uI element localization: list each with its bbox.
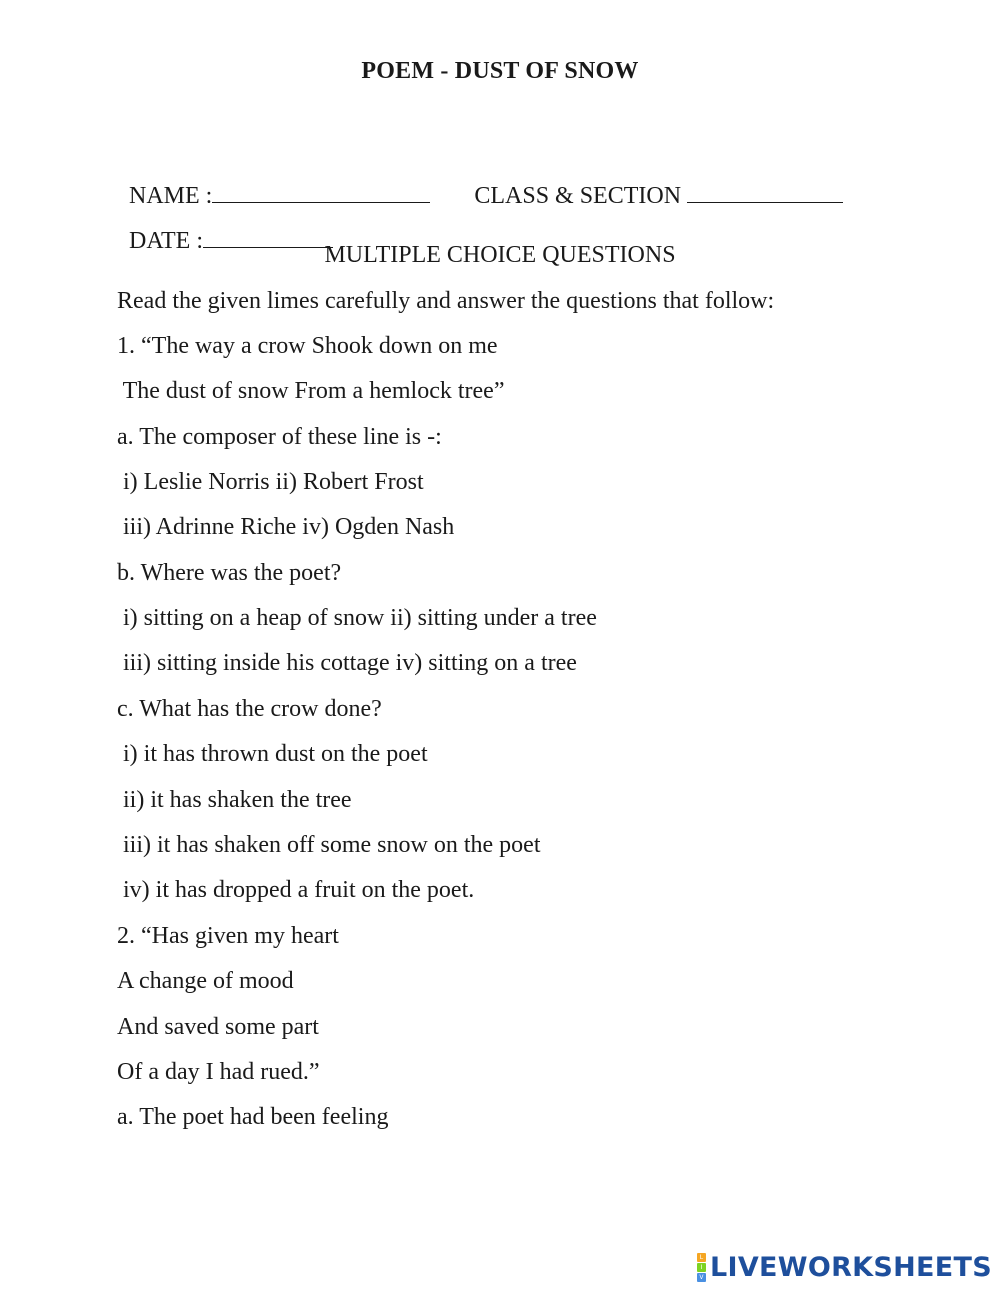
date-label: DATE : bbox=[129, 228, 203, 254]
instruction-text: Read the given limes carefully and answer the questions that follow: bbox=[117, 288, 775, 314]
q1b-options-2: iii) sitting inside his cottage iv) sitting on a tree bbox=[117, 650, 577, 676]
q1c-option-3: iii) it has shaken off some snow on the poet bbox=[117, 832, 541, 858]
name-label: NAME : bbox=[129, 183, 213, 209]
class-section-field[interactable] bbox=[687, 180, 843, 203]
section-heading: MULTIPLE CHOICE QUESTIONS bbox=[324, 242, 676, 268]
liveworksheets-logo bbox=[697, 1252, 992, 1283]
q2-quote-line-3: And saved some part bbox=[117, 1014, 319, 1040]
q2-quote-line-2: A change of mood bbox=[117, 968, 294, 994]
q1a-options-1: i) Leslie Norris ii) Robert Frost bbox=[117, 469, 424, 495]
brand-name: LIVEWORKSHEETS bbox=[709, 1252, 992, 1283]
logo-block-l: L bbox=[697, 1253, 706, 1262]
q2a-question: a. The poet had been feeling bbox=[117, 1104, 389, 1130]
q1b-options-1: i) sitting on a heap of snow ii) sitting under a tree bbox=[117, 605, 597, 631]
q1c-question: c. What has the crow done? bbox=[117, 696, 382, 722]
q1a-question: a. The composer of these line is -: bbox=[117, 424, 442, 450]
q1c-option-2: ii) it has shaken the tree bbox=[117, 787, 352, 813]
logo-block-v: V bbox=[697, 1273, 706, 1282]
worksheet-title: POEM - DUST OF SNOW bbox=[361, 58, 639, 84]
q2-quote-line-1: 2. “Has given my heart bbox=[117, 923, 339, 949]
q1c-option-4: iv) it has dropped a fruit on the poet. bbox=[117, 877, 475, 903]
class-section-label: CLASS & SECTION bbox=[474, 183, 682, 209]
logo-blocks-icon bbox=[697, 1253, 706, 1282]
q1-quote-line-2: The dust of snow From a hemlock tree” bbox=[117, 378, 505, 404]
q2-quote-line-4: Of a day I had rued.” bbox=[117, 1059, 320, 1085]
logo-block-i: I bbox=[697, 1263, 706, 1272]
q1b-question: b. Where was the poet? bbox=[117, 560, 342, 586]
q1a-options-2: iii) Adrinne Riche iv) Ogden Nash bbox=[117, 514, 455, 540]
q1c-option-1: i) it has thrown dust on the poet bbox=[117, 741, 428, 767]
q1-quote-line-1: 1. “The way a crow Shook down on me bbox=[117, 333, 498, 359]
